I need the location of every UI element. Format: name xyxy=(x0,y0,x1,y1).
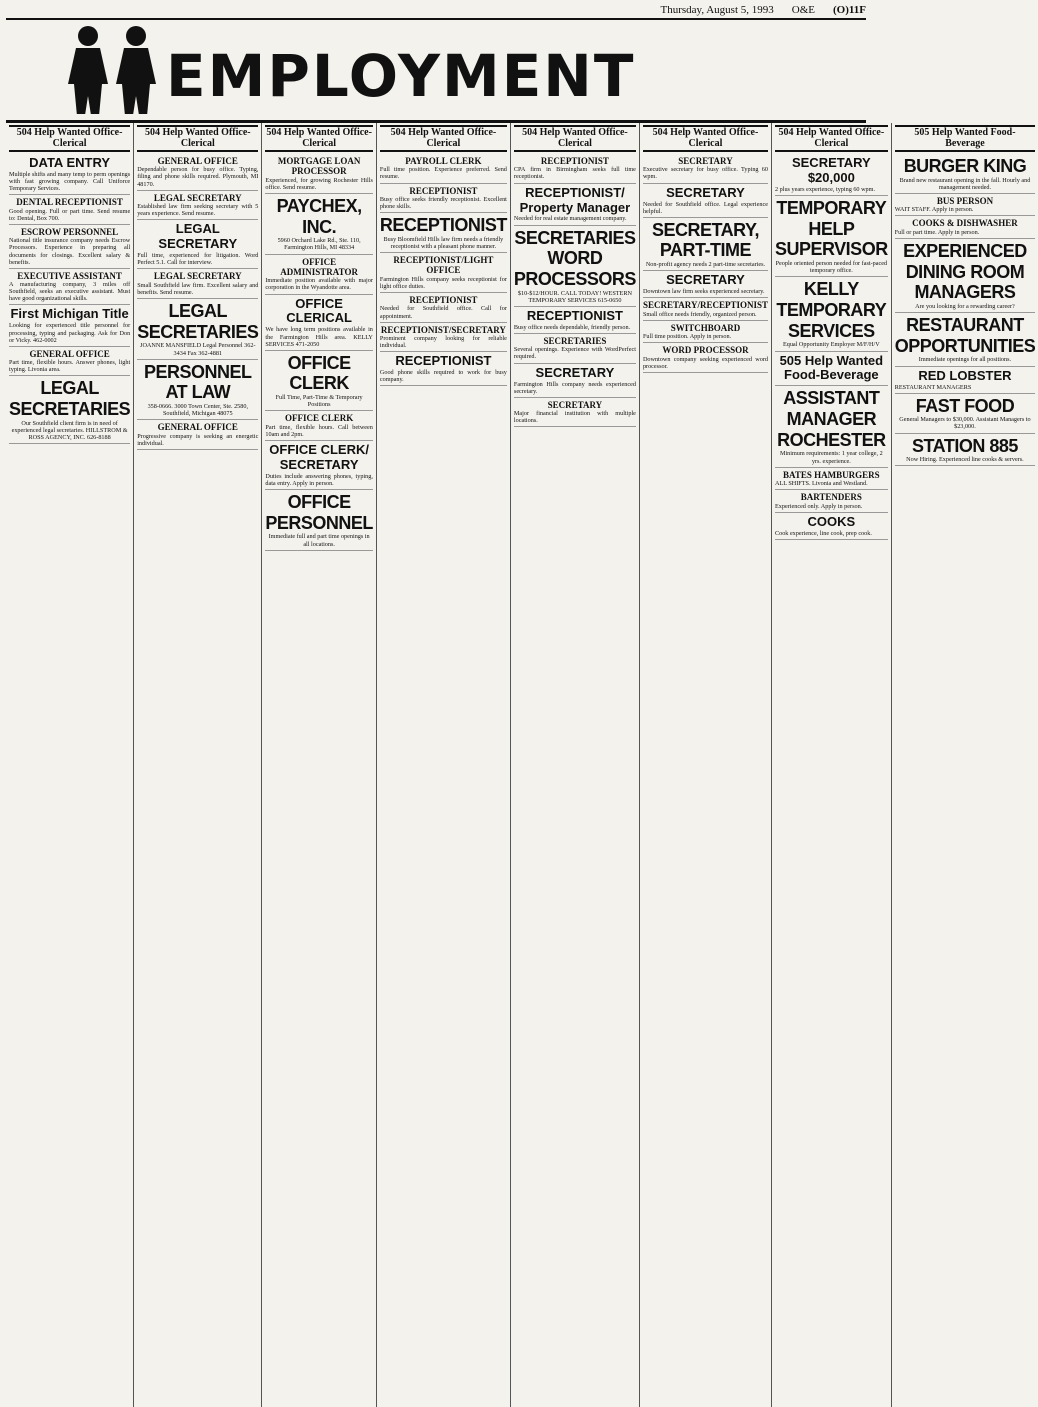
ad-title: BATES HAMBURGERS xyxy=(783,469,880,480)
ad-title: SECRETARY xyxy=(666,184,745,200)
ad-body: Small Southfield law firm. Excellent salary and benefits. Send resume. xyxy=(137,281,259,296)
classified-ad xyxy=(895,194,1036,216)
classified-ad xyxy=(9,376,130,444)
ad-body: Full or part time. Apply in person. xyxy=(894,228,980,236)
classified-ad xyxy=(643,321,768,343)
issue-date: Thursday, August 5, 1993 xyxy=(660,4,774,16)
ad-body: Part time, flexible hours. Answer phones, light typing. Livonia area. xyxy=(9,359,131,374)
classified-ad xyxy=(775,154,888,196)
classified-ad xyxy=(775,196,888,277)
ad-title: PERSONNEL AT LAW xyxy=(144,361,252,403)
ad-title: ESCROW PERSONNEL xyxy=(21,226,119,237)
ad-title: SWITCHBOARD xyxy=(670,322,741,333)
classified-ad xyxy=(775,513,888,540)
ad-body: WAIT STAFF. Apply in person. xyxy=(894,206,974,214)
ad-body: Immediate openings for all positions. xyxy=(918,356,1012,364)
ad-title: LEGAL SECRETARY xyxy=(153,271,242,282)
ad-body: Farmington Hills company seeks receptionist for light office duties. xyxy=(379,275,507,290)
ad-body: Full time, experienced for litigation. Word Perfect 5.1. Call for interview. xyxy=(137,252,259,267)
classified-column xyxy=(892,123,1038,1407)
ad-body: Non-profit agency needs 2 part-time secretaries. xyxy=(645,261,766,269)
classified-ad xyxy=(137,360,258,421)
ad-title: OFFICE ADMINISTRATOR xyxy=(280,256,358,277)
ad-title: LEGAL SECRETARIES xyxy=(9,378,131,420)
classified-ad xyxy=(137,299,258,360)
classified-ad xyxy=(9,269,130,306)
classified-ad xyxy=(9,195,130,225)
ad-title: SECRETARY, PART-TIME xyxy=(651,219,759,261)
classified-ad xyxy=(514,307,636,334)
classified-column xyxy=(377,123,511,1407)
ad-title: RECEPTIONIST/LIGHT OFFICE xyxy=(393,255,494,276)
column-heading: 504 Help Wanted Office-Clerical xyxy=(9,125,130,152)
classified-column xyxy=(262,123,377,1407)
classified-ad xyxy=(775,468,888,490)
classified-ad xyxy=(775,277,888,351)
ad-body: Prominent company looking for reliable individual. xyxy=(379,335,507,350)
page-number: (O)11F xyxy=(833,4,866,16)
ad-body: General Managers to $30,000. Assistant Managers to $23,000. xyxy=(899,416,1031,431)
ad-body: Equal Opportunity Employer M/F/H/V xyxy=(782,341,880,349)
column-heading: 504 Help Wanted Office-Clerical xyxy=(137,125,258,152)
classified-ad xyxy=(265,441,373,490)
classified-ad xyxy=(775,490,888,512)
classified-ad xyxy=(775,386,888,467)
ad-body: Needed for Southfield office. Legal experience helpful. xyxy=(642,200,768,215)
classified-ad xyxy=(137,220,258,269)
classified-ad xyxy=(643,154,768,184)
ad-title: SECRETARY xyxy=(535,364,615,380)
ad-body: Established law firm seeking secretary with 5 years experience. Send resume. xyxy=(137,203,259,218)
ad-body: Immediate position available with major corporation in the Wyandotte area. xyxy=(265,277,373,292)
ad-body: Looking for experienced title personnel for processing, typing and packaging. Ask for Don or Vicky. 462-0002 xyxy=(9,322,131,344)
ad-title: SECRETARIES WORD PROCESSORS xyxy=(513,227,636,289)
ad-body: Immediate full and part time openings in all locations. xyxy=(268,533,370,548)
ad-title: RECEPTIONIST/SECRETARY xyxy=(380,324,506,335)
classified-ad xyxy=(643,184,768,218)
ad-title: KELLY TEMPORARY SERVICES xyxy=(776,279,887,341)
ad-title: RECEPTIONIST/ Property Manager xyxy=(519,184,631,215)
ad-title: LEGAL SECRETARY xyxy=(153,192,242,203)
ad-title: SECRETARY xyxy=(678,156,733,166)
classified-ad xyxy=(514,226,636,307)
ad-body: Full Time, Part-Time & Temporary Positions xyxy=(275,394,363,409)
classified-ad xyxy=(895,313,1036,367)
ad-body: Good opening. Full or part time. Send resume to: Dental, Box 700. xyxy=(9,207,131,222)
classified-ad xyxy=(895,367,1036,394)
ad-title: TEMPORARY HELP SUPERVISOR xyxy=(774,198,888,260)
classified-ad xyxy=(514,184,636,226)
classified-ad xyxy=(514,364,636,398)
ad-body: CPA firm in Birmingham seeks full time receptionist. xyxy=(513,166,636,181)
ad-title: LEGAL SECRETARY xyxy=(158,221,238,252)
ad-body: Progressive company is seeking an energetic individual. xyxy=(137,432,259,447)
ad-title: 505 Help Wanted Food-Beverage xyxy=(779,352,884,383)
ad-body: Multiple shifts and many temp to perm openings with fast growing company. Call Uniforce Temporary Services. xyxy=(9,170,131,193)
classified-ad xyxy=(380,184,507,214)
classified-ad xyxy=(514,334,636,364)
classified-ad xyxy=(9,305,130,346)
classified-ad xyxy=(137,269,258,299)
classified-ad xyxy=(265,490,373,551)
ad-title: RECEPTIONIST xyxy=(526,307,623,323)
ad-title: RECEPTIONIST xyxy=(409,295,478,306)
classified-ad xyxy=(380,213,507,253)
column-heading: 504 Help Wanted Office-Clerical xyxy=(514,125,636,152)
ad-title: OFFICE PERSONNEL xyxy=(265,492,373,533)
ad-body: Major financial institution with multiple locations. xyxy=(513,410,636,425)
classified-ad xyxy=(137,191,258,221)
classified-ad xyxy=(9,225,130,269)
classified-ad xyxy=(9,347,130,377)
ad-title: PAYCHEX, INC. xyxy=(276,195,362,237)
ad-title: RED LOBSTER xyxy=(918,367,1012,383)
ad-body: Needed for real estate management company. xyxy=(513,215,627,223)
ad-body: Small office needs friendly, organized person. xyxy=(642,310,757,318)
classified-ad xyxy=(380,293,507,323)
people-logo xyxy=(66,26,158,114)
ad-body: 2 plus years experience, typing 60 wpm. xyxy=(774,185,875,193)
column-heading: 504 Help Wanted Office-Clerical xyxy=(643,125,768,152)
ad-title: FAST FOOD xyxy=(915,395,1015,416)
ad-body: Dependable person for busy office. Typing, filing and phone skills required. Plymouth, MI 48170. xyxy=(137,166,259,188)
classified-column xyxy=(511,123,640,1407)
ad-title: SECRETARY xyxy=(666,272,745,288)
classified-ad xyxy=(137,154,258,191)
ad-title: SECRETARY/RECEPTIONIST xyxy=(642,300,768,311)
classified-ad xyxy=(643,298,768,320)
paper-name: O&E xyxy=(791,4,815,16)
ad-body: Full time position. Experience preferred. Send resume. xyxy=(379,166,507,181)
ad-title: RECEPTIONIST xyxy=(379,215,507,236)
ad-body: Experienced, for growing Rochester Hills office. Send resume. xyxy=(265,176,373,191)
classified-ad xyxy=(643,343,768,373)
ad-title: COOKS & DISHWASHER xyxy=(912,218,1018,229)
classified-ad xyxy=(265,411,373,441)
classified-ad xyxy=(775,352,888,387)
classified-ad xyxy=(514,398,636,428)
classified-ad xyxy=(895,394,1036,434)
ad-body: Busy office seeks friendly receptionist. Excellent phone skills. xyxy=(379,195,507,211)
ad-body: Brand new restaurant opening in the fall. Hourly and management needed. xyxy=(899,176,1031,191)
ad-title: OFFICE CLERK/ SECRETARY xyxy=(269,441,369,472)
ad-title: WORD PROCESSOR xyxy=(662,345,749,356)
ad-title: SECRETARY xyxy=(547,399,603,410)
classified-ad xyxy=(643,218,768,272)
classified-ad xyxy=(265,194,373,255)
ad-body: Our Southfield client firm is in need of experienced legal secretaries. HILLSTROM & ROSS AGENCY, INC. 626-8188 xyxy=(11,419,128,441)
person-figure-icon xyxy=(66,26,110,114)
classified-column xyxy=(6,123,134,1407)
ad-title: GENERAL OFFICE xyxy=(157,422,238,433)
classified-ad xyxy=(380,323,507,353)
ad-title: DENTAL RECEPTIONIST xyxy=(16,197,123,208)
ad-title: MORTGAGE LOAN PROCESSOR xyxy=(277,156,361,177)
ad-title: COOKS xyxy=(807,513,856,529)
ad-body: Several openings. Experience with WordPerfect required. xyxy=(513,346,636,361)
ad-body: $10-$12/HOUR. CALL TODAY! WESTERN TEMPORARY SERVICES 615-0650 xyxy=(517,289,632,304)
ad-title: GENERAL OFFICE xyxy=(157,156,238,166)
classified-ad xyxy=(380,154,507,184)
ad-body: 358-0666. 3000 Town Center, Ste. 2580, Southfield, Michigan 48075 xyxy=(147,403,248,418)
ad-body: Executive secretary for busy office. Typing 60 wpm. xyxy=(642,166,768,181)
ad-body: JOANNE MANSFIELD Legal Personnel 362-3434 Fax 362-4881 xyxy=(140,342,256,357)
ad-body: Are you looking for a rewarding career? xyxy=(915,302,1015,310)
classified-ad xyxy=(265,255,373,295)
classified-columns xyxy=(6,123,1036,1407)
ad-title: BUS PERSON xyxy=(936,195,994,206)
ad-title: BURGER KING xyxy=(903,156,1027,176)
section-title: EMPLOYMENT xyxy=(166,42,636,110)
classified-ad xyxy=(895,154,1036,194)
ad-title: SECRETARY $20,000 xyxy=(791,155,871,185)
column-heading: 504 Help Wanted Office-Clerical xyxy=(775,125,888,152)
classified-ad xyxy=(265,351,373,412)
ad-body: Downtown law firm seeks experienced secretary. xyxy=(642,288,765,296)
ad-title: GENERAL OFFICE xyxy=(29,348,110,359)
ad-title: STATION 885 xyxy=(912,435,1018,456)
column-heading: 505 Help Wanted Food-Beverage xyxy=(895,125,1036,152)
ad-title: EXPERIENCED DINING ROOM MANAGERS xyxy=(903,240,1027,303)
ad-title: BARTENDERS xyxy=(800,492,862,503)
column-heading: 504 Help Wanted Office-Clerical xyxy=(265,125,373,152)
ad-body: ALL SHIFTS. Livonia and Westland. xyxy=(774,480,868,488)
ad-title: SECRETARIES xyxy=(543,335,607,346)
ad-title: RECEPTIONIST xyxy=(395,353,492,369)
ad-body: People oriented person needed for fast-paced temporary office. xyxy=(775,260,888,275)
ad-title: DATA ENTRY xyxy=(29,155,111,170)
classified-ad xyxy=(265,154,373,194)
classified-ad xyxy=(137,420,258,450)
ad-body: Full time position. Apply in person. xyxy=(642,333,732,341)
ad-body: A manufacturing company, 3 miles off Southfield, seeks an executive assistant. Must have good organizational skills. xyxy=(9,281,131,303)
classified-ad xyxy=(895,216,1036,238)
ad-body: 5960 Orchard Lake Rd., Ste. 110, Farmington Hills, MI 48334 xyxy=(277,237,361,252)
ad-body: RESTAURANT MANAGERS xyxy=(894,383,972,391)
classified-ad xyxy=(380,253,507,293)
ad-title: PAYROLL CLERK xyxy=(405,156,482,166)
ad-body: Now Hiring. Experienced line cooks & servers. xyxy=(906,456,1024,464)
ad-body: Minimum requirements: 1 year college, 2 yrs. experience. xyxy=(779,450,883,465)
masthead xyxy=(6,20,866,123)
ad-body: Farmington Hills company needs experienced secretary. xyxy=(513,380,636,395)
classified-column xyxy=(640,123,772,1407)
person-figure-icon xyxy=(114,26,158,114)
ad-body: National title insurance company needs Escrow Processors. Experience in preparing all documents for closings. Excellent salary & benefits. xyxy=(9,237,131,266)
classified-ad xyxy=(9,154,130,195)
ad-title: EXECUTIVE ASSISTANT xyxy=(17,270,122,281)
ad-title: OFFICE CLERICAL xyxy=(286,295,352,326)
classified-column xyxy=(134,123,262,1407)
ad-title: OFFICE CLERK xyxy=(285,413,354,424)
classified-ad xyxy=(643,271,768,298)
ad-body: Needed for Southfield office. Call for appointment. xyxy=(379,305,507,320)
classified-ad xyxy=(895,434,1036,467)
classified-ad xyxy=(265,295,373,351)
ad-body: Busy office needs dependable, friendly person. xyxy=(513,323,631,331)
ad-body: Good phone skills required to work for busy company. xyxy=(379,369,507,384)
ad-body: Cook experience, line cook, prep cook. xyxy=(774,529,872,537)
classified-ad xyxy=(380,352,507,386)
ad-body: Part time, flexible hours. Call between 10am and 2pm. xyxy=(265,423,373,438)
ad-body: Experienced only. Apply in person. xyxy=(774,502,863,510)
ad-title: RECEPTIONIST xyxy=(540,156,609,166)
classified-column xyxy=(772,123,892,1407)
ad-body: We have long term positions available in the Farmington Hills area. KELLY SERVICES 471-2050 xyxy=(265,326,373,348)
ad-title: RECEPTIONIST xyxy=(409,185,478,196)
ad-title: OFFICE CLERK xyxy=(287,352,351,394)
classified-ad xyxy=(895,239,1036,313)
classified-ad xyxy=(514,154,636,184)
ad-title: RESTAURANT OPPORTUNITIES xyxy=(894,315,1036,356)
ad-body: Busy Bloomfield Hills law firm needs a friendly receptionist with a pleasant phone manner. xyxy=(383,235,504,250)
ad-title: ASSISTANT MANAGER ROCHESTER xyxy=(777,388,886,450)
column-heading: 504 Help Wanted Office-Clerical xyxy=(380,125,507,152)
ad-body: Downtown company seeking experienced word processor. xyxy=(642,355,768,370)
ad-title: LEGAL SECRETARIES xyxy=(137,301,259,342)
ad-body: Duties include answering phones, typing, data entry. Apply in person. xyxy=(265,472,373,487)
page-header xyxy=(6,4,866,20)
ad-title: First Michigan Title xyxy=(10,306,129,322)
